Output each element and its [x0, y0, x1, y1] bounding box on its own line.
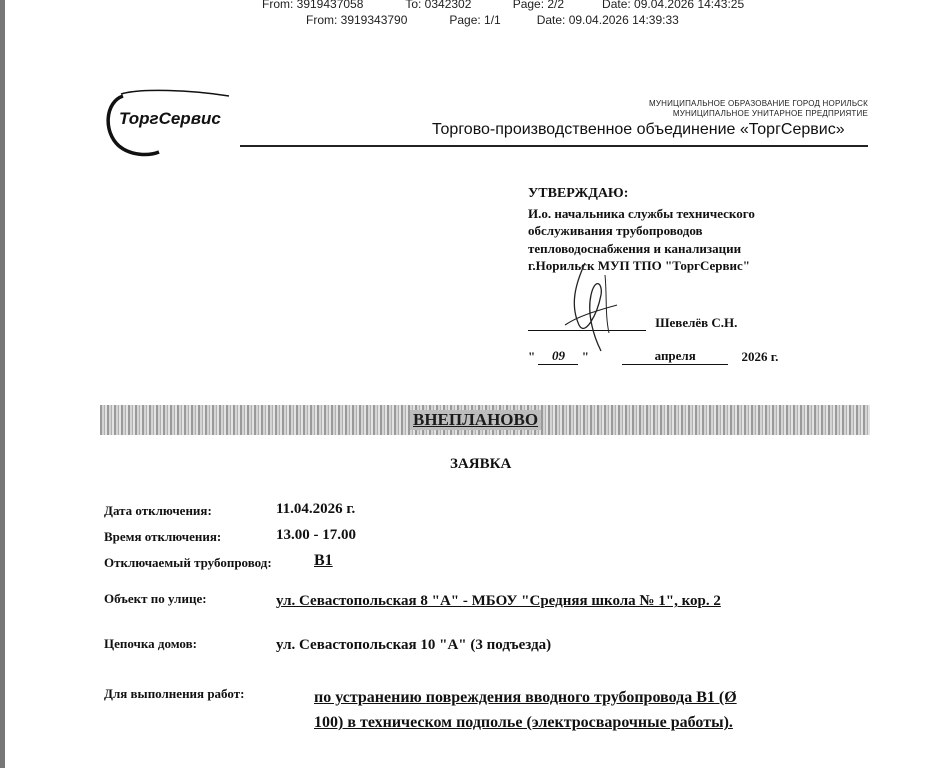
logo-text: ТоргСервис: [119, 109, 221, 128]
approval-date: " 09 " апреля 2026 г.: [528, 348, 779, 364]
shutdown-date-value: 11.04.2026 г.: [276, 501, 356, 517]
work-purpose-label: Для выполнения работ:: [104, 686, 245, 701]
header-rule: [240, 145, 868, 147]
unscheduled-banner: ВНЕПЛАНОВО: [410, 410, 541, 430]
fax-header-2: [306, 13, 679, 27]
fax-header-1: [262, 0, 744, 11]
approval-line: тепловодоснабжения и канализации: [528, 240, 742, 256]
building-chain-label: Цепочка домов:: [104, 636, 197, 651]
fax-page: Page: 1/1: [449, 13, 501, 27]
approval-heading: УТВЕРЖДАЮ:: [528, 186, 629, 201]
shutdown-date-label: Дата отключения:: [104, 503, 212, 518]
scan-edge: [0, 0, 5, 768]
org-name: Торгово-производственное объединение «ТоргСервис»: [432, 121, 845, 138]
org-enterprise-type: МУНИЦИПАЛЬНОЕ УНИТАРНОЕ ПРЕДПРИЯТИЕ: [672, 109, 868, 118]
shutdown-time-value: 13.00 - 17.00: [276, 527, 356, 543]
torgservis-logo: [101, 88, 233, 158]
object-value: ул. Севастопольская 8 "А" - МБОУ "Средняя школа № 1", кор. 2: [276, 593, 721, 609]
shutdown-time-label: Время отключения:: [104, 529, 222, 544]
fax-page: Page: 2/2: [512, 0, 565, 11]
building-chain-value: ул. Севастопольская 10 "А" (3 подъезда): [276, 637, 552, 653]
work-purpose-line2: 100) в техническом подполье (электросварочные работы).: [314, 714, 733, 731]
object-label: Объект по улице:: [104, 591, 207, 606]
approval-month: апреля: [622, 348, 728, 365]
fax-from: From: 3919343790: [306, 13, 408, 27]
org-municipality: МУНИЦИПАЛЬНОЕ ОБРАЗОВАНИЕ ГОРОД НОРИЛЬСК: [648, 99, 868, 108]
work-purpose-line1: по устранению повреждения вводного трубопровода В1 (Ø: [314, 689, 737, 706]
document-title: ЗАЯВКА: [450, 456, 512, 472]
approval-year: 2026 г.: [741, 349, 779, 364]
pipeline-label: Отключаемый трубопровод:: [104, 555, 272, 570]
fax-to: To: 0342302: [405, 0, 472, 11]
pipeline-value: В1: [314, 552, 333, 569]
handwritten-signature: [545, 255, 635, 365]
approval-line: И.о. начальника службы технического: [528, 205, 755, 221]
fax-date: Date: 09.04.2026 14:39:33: [536, 13, 679, 27]
approval-day: 09: [538, 348, 578, 365]
fax-from: From: 3919437058: [262, 0, 364, 11]
signer-name: Шевелёв С.Н.: [655, 315, 738, 330]
approval-line: г.Норильск МУП ТПО "ТоргСервис": [528, 258, 750, 273]
approval-line: обслуживания трубопроводов: [528, 223, 703, 238]
fax-date: Date: 09.04.2026 14:43:25: [602, 0, 745, 11]
